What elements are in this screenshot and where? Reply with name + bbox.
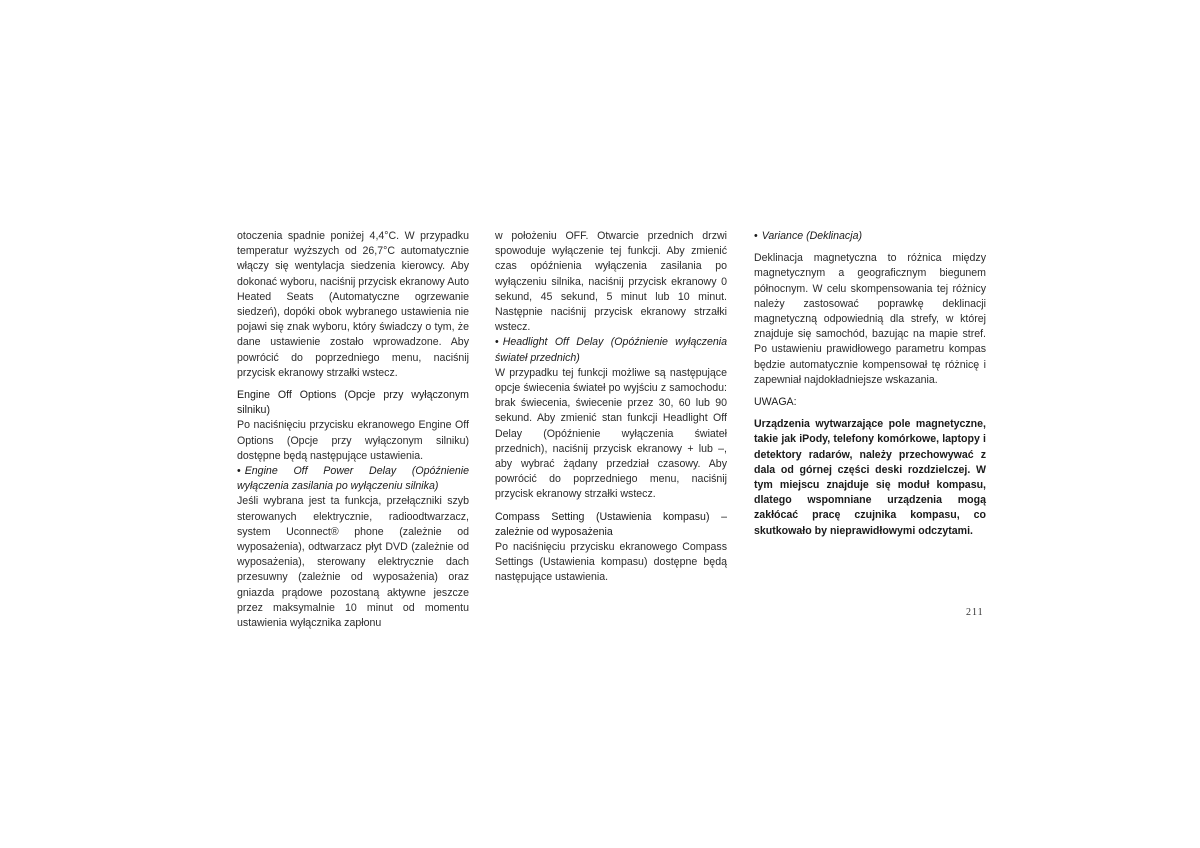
text-column-right [754,229,986,539]
page-number: 211 [966,607,984,618]
bullet-icon: • [754,230,758,242]
bullet-heading-headlight-off-delay [495,335,727,365]
bullet-heading-text: Headlight Off Delay (Opóźnienie wyłączenia świateł przednich) [495,336,727,364]
bullet-icon: • [495,336,499,349]
text-column-left [237,229,469,631]
paragraph-engine-off-power-delay: Jeśli wybrana jest ta funkcja, przełączniki szyb sterowanych elektrycznie, radioodtwarzacz, system Uconnect® phone (zależnie od wyposażenia), odtwarzacz płyt DVD (zależnie od wyposażenia), sterowany elektrycznie dach przesuwny (zależnie od wyposażenia) oraz gniazda prądowe pozostaną aktywne jeszcze przez maksymalnie 10 minut od momentu ustawienia wyłącznika zapłonu [237,495,469,630]
paragraph-variance: Deklinacja magnetyczna to różnica między magnetycznym a geograficznym biegunem północnym. W celu skompensowania tej różnicy należy zastosować poprawkę deklinacji magnetyczną odpowiednią dla strefy, w której znajduje się samochód, bazując na mapie stref. Po ustawieniu prawidłowego parametru kompas będzie automatycznie kompensował tę różnicę i zapewniał najdokładniejsze wskazania. [754,252,986,386]
paragraph-headlight-off-delay: W przypadku tej funkcji możliwe są następujące opcje świecenia świateł po wyjściu z samochodu: brak świecenia, świecenie przez 30, 60 lub 90 sekund. Aby zmienić stan funkcji Headlight Off Delay (Opóźnienie wyłączenia świateł przednich), naciśnij przycisk ekranowy + lub –, aby wybrać żądany przedział czasowy. Aby powrócić do poprzedniego menu, naciśnij przycisk ekranowy strzałki wstecz. [495,366,727,501]
paragraph-engine-off-options: Po naciśnięciu przycisku ekranowego Engine Off Options (Opcje przy wyłączonym silniku) dostępne będą następujące ustawienia. [237,419,469,462]
heading-compass-setting: Compass Setting (Ustawienia kompasu) – zależnie od wyposażenia [495,510,727,538]
heading-warning: UWAGA: [754,396,797,409]
bullet-heading-variance [754,229,986,244]
paragraph-seat-ventilation: otoczenia spadnie poniżej 4,4°C. W przypadku temperatur wyższych od 26,7°C automatycznie włączy się wentylacja siedzenia kierowcy. Aby dokonać wyboru, naciśnij przycisk ekranowy Auto Heated Seats (Automatyczne ogrzewanie siedzeń), dopóki obok wybranego ustawienia nie pojawi się znak wyboru, który świadczy o tym, że dane ustawienie zostało wprowadzone. Aby powrócić do poprzedniego menu, naciśnij przycisk ekranowy strzałki wstecz. [237,230,469,379]
bullet-heading-text: Engine Off Power Delay (Opóźnienie wyłączenia zasilania po wyłączeniu silnika) [237,465,469,493]
bullet-heading-engine-off-power-delay [237,464,469,494]
text-column-middle [495,229,727,586]
bullet-heading-text: Variance (Deklinacja) [761,230,863,242]
paragraph-warning: Urządzenia wytwarzające pole magnetyczne, takie jak iPody, telefony komórkowe, laptopy i detektory radarów, należy przechowywać z dala od górnej części deski rozdzielczej. W tym miejscu znajduje się moduł kompasu, dlatego wspomniane urządzenia mogą zakłócać pracę czujnika kompasu, co skutkowało by nieprawidłowymi odczytami. [754,418,986,537]
bullet-icon: • [237,465,241,478]
paragraph-power-delay-continued: w położeniu OFF. Otwarcie przednich drzwi spowoduje wyłączenie tej funkcji. Aby zmienić czas opóźnienia wyłączenia zasilania po wyłączeniu silnika, naciśnij przycisk ekranowy 0 sekund, 45 sekund, 5 minut lub 10 minut. Następnie naciśnij przycisk ekranowy strzałki wstecz. [495,230,727,334]
paragraph-compass-setting: Po naciśnięciu przycisku ekranowego Compass Settings (Ustawienia kompasu) dostępne będą następujące ustawienia. [495,541,727,584]
heading-engine-off-options: Engine Off Options (Opcje przy wyłączonym silniku) [237,389,469,417]
